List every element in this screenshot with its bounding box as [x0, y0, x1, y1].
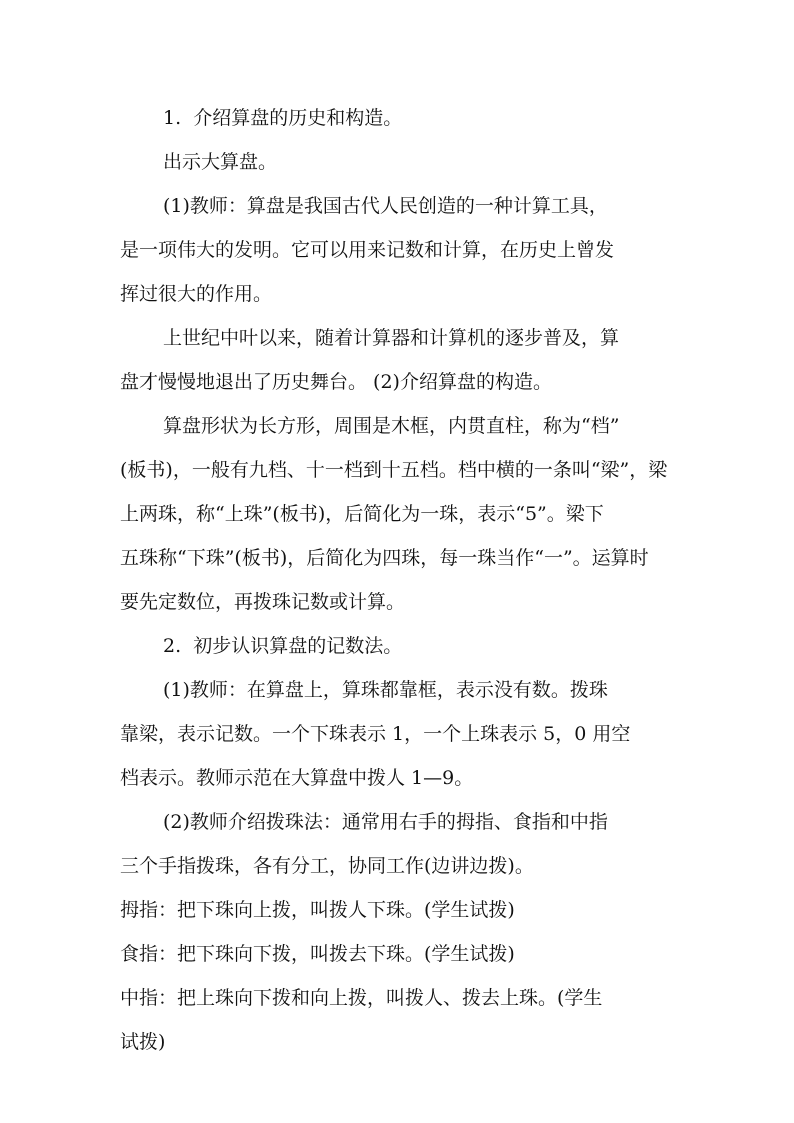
line-21: 中指：把上珠向下拨和向上拨，叫拨人、拨去上珠。(学生 — [120, 987, 603, 1009]
line-5: 挥过很大的作用。 — [120, 283, 273, 305]
line-16: 档表示。教师示范在大算盘中拨人 1—9。 — [120, 767, 474, 789]
document-body — [120, 96, 700, 1064]
line-8: 算盘形状为长方形，周围是木框，内贯直柱，称为“档” — [163, 415, 620, 437]
line-17: (2)教师介绍拨珠法：通常用右手的拇指、食指和中指 — [163, 811, 608, 833]
line-18: 三个手指拨珠，各有分工，协同工作(边讲边拨)。 — [120, 855, 534, 877]
line-3: (1)教师：算盘是我国古代人民创造的一种计算工具， — [163, 195, 608, 217]
line-20: 食指：把下珠向下拨，叫拨去下珠。(学生试拨) — [120, 943, 515, 965]
line-19: 拇指：把下珠向上拨，叫拨人下珠。(学生试拨) — [120, 899, 515, 921]
line-13: 2. 初步认识算盘的记数法。 — [163, 635, 403, 657]
line-12: 要先定数位，再拨珠记数或计算。 — [120, 591, 406, 613]
line-22: 试拨) — [120, 1031, 166, 1053]
line-9: (板书)，一般有九档、十一档到十五档。档中横的一条叫“梁”，梁 — [120, 459, 668, 481]
line-11: 五珠称“下珠”(板书)，后简化为四珠，每一珠当作“一”。运算时 — [120, 547, 649, 569]
line-14: (1)教师：在算盘上，算珠都靠框，表示没有数。拨珠 — [163, 679, 608, 701]
line-4: 是一项伟大的发明。它可以用来记数和计算，在历史上曾发 — [120, 239, 615, 261]
line-2: 出示大算盘。 — [163, 151, 278, 173]
line-15: 靠梁，表示记数。一个下珠表示 1，一个上珠表示 5，0 用空 — [120, 723, 631, 745]
line-1: 1. 介绍算盘的历史和构造。 — [163, 107, 403, 129]
line-6: 上世纪中叶以来，随着计算器和计算机的逐步普及，算 — [163, 327, 620, 349]
line-7: 盘才慢慢地退出了历史舞台。 (2)介绍算盘的构造。 — [120, 371, 552, 393]
line-10: 上两珠，称“上珠”(板书)，后简化为一珠，表示“5”。梁下 — [120, 503, 604, 525]
